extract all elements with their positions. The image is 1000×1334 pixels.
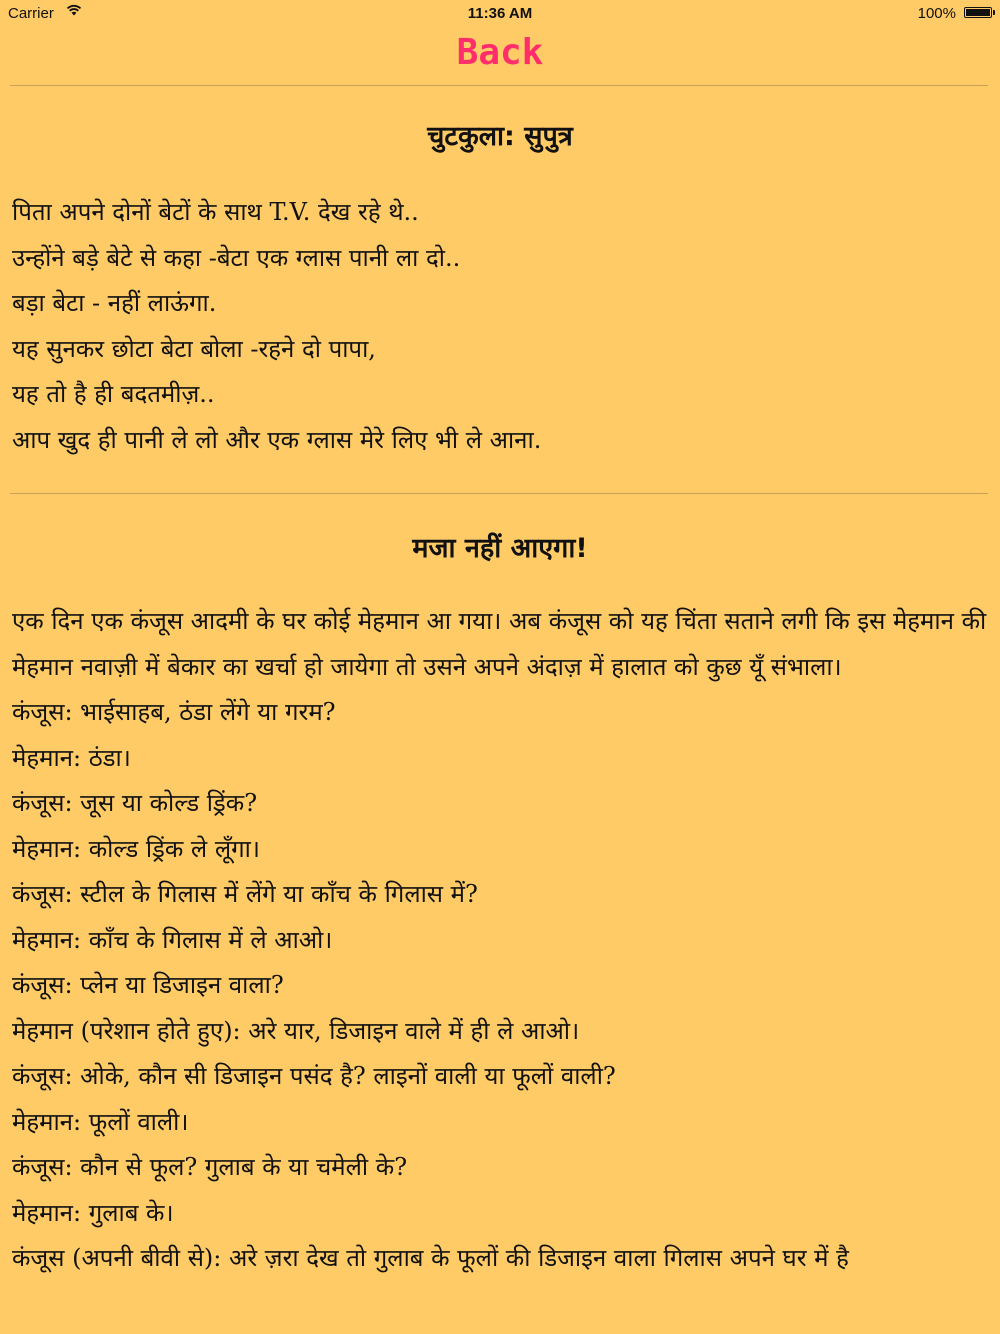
joke-line: यह सुनकर छोटा बेटा बोला -रहने दो पापा, (12, 334, 376, 363)
joke-line: कंजूस: कौन से फूल? गुलाब के या चमेली के? (12, 1153, 408, 1181)
joke-body (12, 599, 988, 1282)
joke-line: आप खुद ही पानी ले लो और एक ग्लास मेरे लिए भी ले आना. (12, 425, 542, 454)
joke-line: कंजूस (अपनी बीवी से): अरे ज़रा देख तो गुलाब के फूलों की डिजाइन वाला गिलास अपने घर में है (12, 1244, 849, 1272)
clock: 11:36 AM (467, 5, 533, 22)
battery-percent: 100% (917, 5, 956, 22)
divider (10, 493, 988, 494)
status-bar (0, 0, 1000, 28)
divider (10, 85, 988, 86)
joke-line: पिता अपने दोनों बेटों के साथ T.V. देख रहे थे.. (12, 198, 419, 226)
joke-intro: एक दिन एक कंजूस आदमी के घर कोई मेहमान आ गया। अब कंजूस को यह चिंता सताने लगी कि इस मेहमान की मेहमान नवाज़ी में बेकार का खर्चा हो जायेगा तो उसने अपने अंदाज़ में हालात को कुछ यूँ संभाला। (12, 607, 987, 681)
joke-line: मेहमान (परेशान होते हुए): अरे यार, डिजाइन वाले में ही ले आओ। (12, 1016, 580, 1045)
joke-line: कंजूस: ओके, कौन सी डिजाइन पसंद है? लाइनों वाली या फूलों वाली? (12, 1062, 616, 1090)
joke-title: चुटकुला: सुपुत्र (427, 121, 573, 152)
joke-line: मेहमान: कोल्ड ड्रिंक ले लूँगा। (12, 834, 260, 863)
back-button[interactable]: Back (456, 32, 544, 73)
joke-line: मेहमान: ठंडा। (12, 743, 131, 772)
joke-line: बड़ा बेटा - नहीं लाऊंगा. (12, 289, 217, 317)
joke-line: उन्होंने बड़े बेटे से कहा -बेटा एक ग्लास पानी ला दो.. (12, 243, 461, 272)
navigation-bar (0, 28, 1000, 78)
carrier-label: Carrier (8, 5, 54, 22)
joke-title: मजा नहीं आएगा! (412, 533, 588, 564)
joke-line: यह तो है ही बदतमीज़.. (12, 380, 215, 408)
joke-line: कंजूस: प्लेन या डिजाइन वाला? (12, 971, 284, 999)
joke-body (12, 190, 988, 463)
joke-line: मेहमान: गुलाब के। (12, 1198, 174, 1227)
joke-line: कंजूस: स्टील के गिलास में लेंगे या काँच के गिलास में? (12, 880, 478, 908)
joke-line: मेहमान: काँच के गिलास में ले आओ। (12, 925, 333, 954)
joke-line: कंजूस: भाईसाहब, ठंडा लेंगे या गरम? (12, 698, 336, 726)
joke-line: मेहमान: फूलों वाली। (12, 1107, 189, 1136)
joke-line: कंजूस: जूस या कोल्ड ड्रिंक? (12, 789, 258, 817)
battery-icon (964, 7, 992, 18)
